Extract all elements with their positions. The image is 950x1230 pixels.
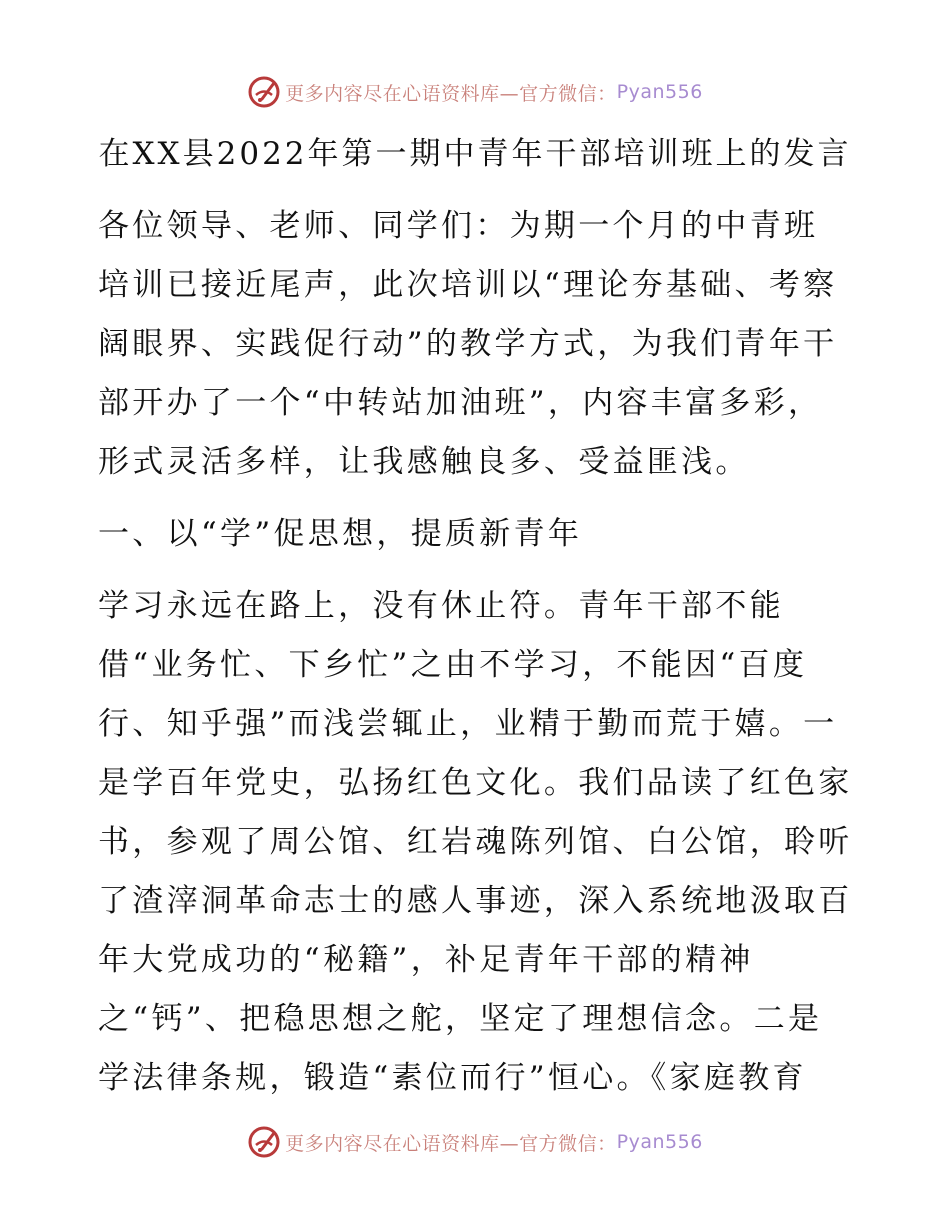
- body-line: 学法律条规，锻造“素位而行”恒心。《家庭教育: [98, 1060, 807, 1096]
- watermark-text: 更多内容尽在心语资料库—官方微信：: [285, 1132, 617, 1155]
- body-line: 各位领导、老师、同学们：为期一个月的中青班: [98, 208, 819, 244]
- watermark-footer: [0, 1122, 950, 1162]
- book-pen-logo-icon: [247, 1125, 281, 1159]
- book-pen-logo-icon: [247, 75, 281, 109]
- watermark-wechat-id: Pyan556: [616, 1131, 703, 1153]
- body-line: 年大党成功的“秘籍”，补足青年干部的精神: [98, 942, 754, 978]
- watermark-header: [0, 72, 950, 112]
- document-title: 在XX县2022年第一期中青年干部培训班上的发言: [98, 136, 852, 172]
- watermark-text: 更多内容尽在心语资料库—官方微信：: [285, 82, 617, 105]
- body-line: 了渣滓洞革命志士的感人事迹，深入系统地汲取百: [98, 883, 853, 919]
- body-line: 借“业务忙、下乡忙”之由不学习，不能因“百度: [98, 647, 808, 683]
- body-line: 书，参观了周公馆、红岩魂陈列馆、白公馆，聆听: [98, 824, 853, 860]
- body-line: 形式灵活多样，让我感触良多、受益匪浅。: [98, 444, 750, 480]
- body-line: 阔眼界、实践促行动”的教学方式，为我们青年干: [98, 326, 838, 362]
- section-heading: 一、以“学”促思想，提质新青年: [98, 516, 583, 552]
- body-line: 培训已接近尾声，此次培训以“理论夯基础、考察: [98, 267, 838, 303]
- body-line: 行、知乎强”而浅尝辄止，业精于勤而荒于嬉。一: [98, 706, 838, 742]
- watermark-wechat-id: Pyan556: [616, 81, 703, 103]
- body-line: 学习永远在路上，没有休止符。青年干部不能: [98, 588, 784, 624]
- body-line: 部开办了一个“中转站加油班”，内容丰富多彩，: [98, 385, 823, 421]
- body-line: 之“钙”、把稳思想之舵，坚定了理想信念。二是: [98, 1001, 823, 1037]
- body-line: 是学百年党史，弘扬红色文化。我们品读了红色家: [98, 765, 853, 801]
